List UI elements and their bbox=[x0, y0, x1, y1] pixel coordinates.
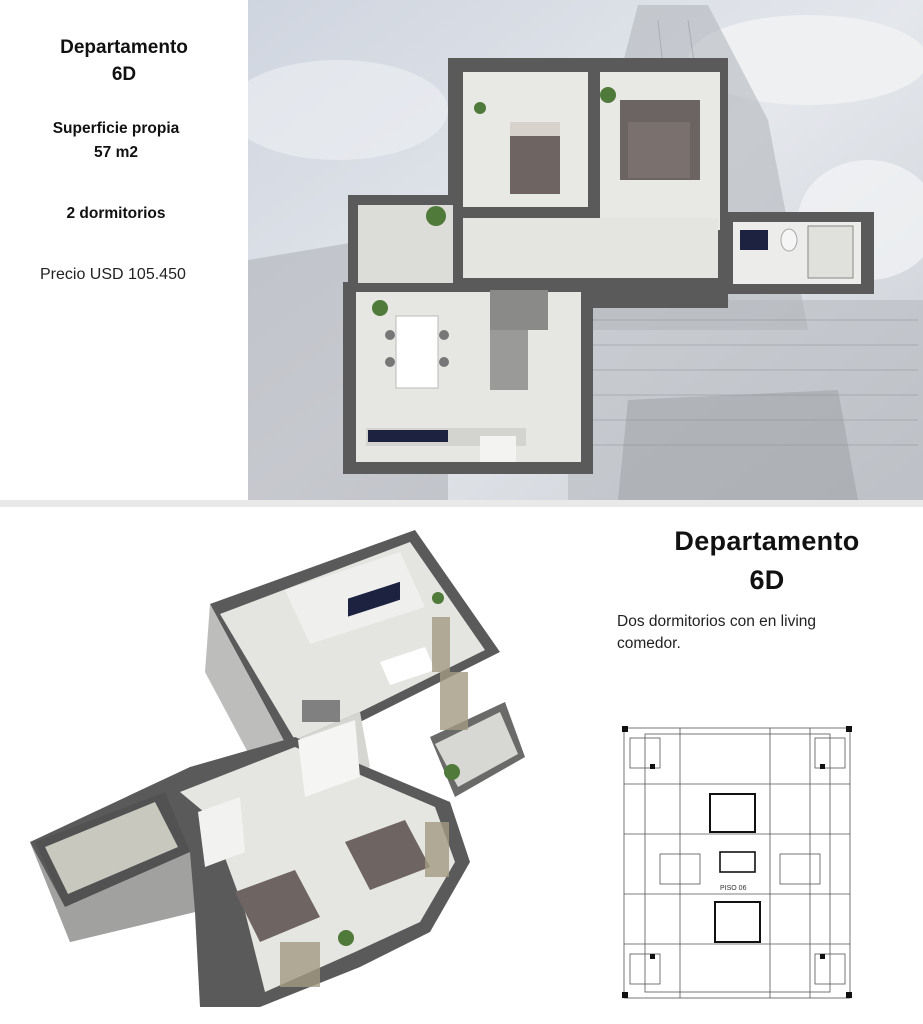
bottom-title-line1: Departamento bbox=[674, 526, 860, 556]
price: Precio USD 105.450 bbox=[40, 266, 186, 283]
top-title-line1: Departamento bbox=[60, 37, 188, 58]
surface-value: 57 m2 bbox=[94, 144, 138, 161]
plan-floor-label: PISO 06 bbox=[720, 885, 747, 892]
bottom-panel bbox=[0, 507, 923, 1024]
top-info-column bbox=[0, 0, 248, 500]
building-floor-plan-icon bbox=[620, 724, 855, 1004]
top-panel bbox=[0, 0, 923, 500]
surface-label: Superficie propia bbox=[52, 120, 180, 137]
top-title-line2: 6D bbox=[111, 64, 137, 85]
isometric-render-icon bbox=[30, 522, 530, 1007]
floor-plan-render-icon bbox=[248, 0, 923, 500]
floor-plan-render-image bbox=[248, 0, 923, 500]
bottom-title-line2: 6D bbox=[749, 565, 785, 595]
bottom-description: Dos dormitorios con en living comedor. bbox=[617, 613, 817, 652]
bedrooms-count: 2 dormitorios bbox=[66, 205, 166, 222]
